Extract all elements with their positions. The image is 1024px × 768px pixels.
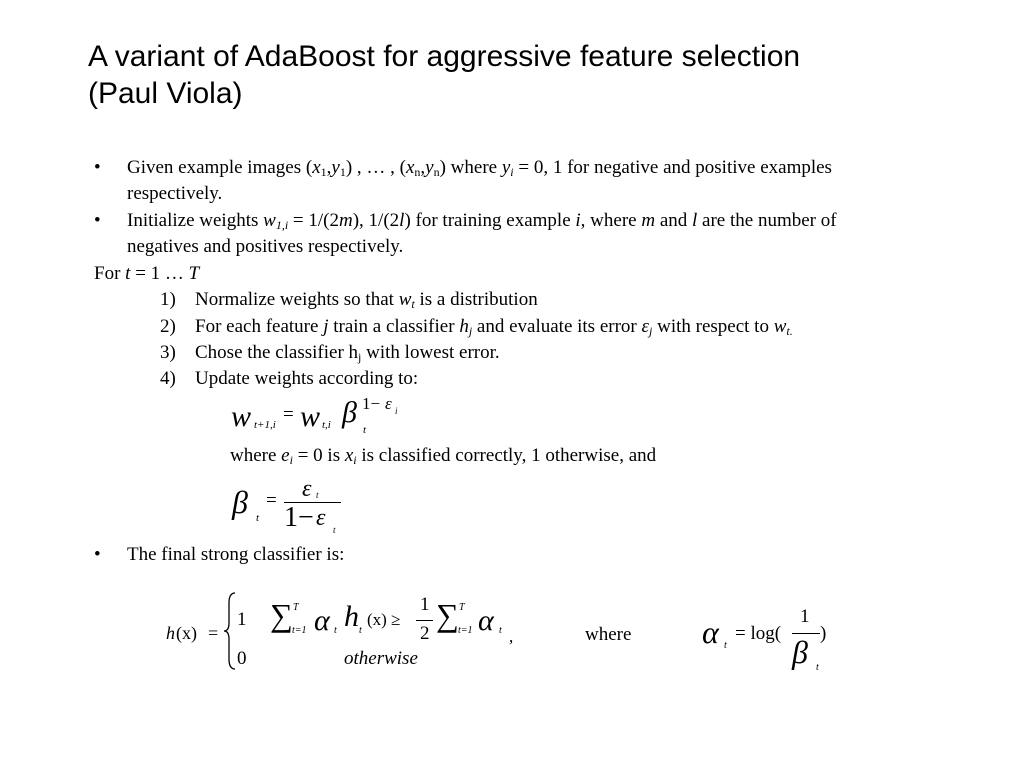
bullet-text: Given example images $(x_1,y_1)$ , … , $(x_n,y_n)$ where $y_i = 0$, 1 for negative and positive examples respectively. bbox=[127, 157, 832, 204]
beta-numerator: ε bbox=[302, 476, 312, 502]
step-text: Normalize weights so that $w_t$ is a distribution bbox=[195, 289, 538, 311]
log-beta-symbol: β bbox=[792, 634, 808, 670]
step-number: 4) bbox=[160, 368, 176, 389]
alpha-sub-2: t bbox=[499, 625, 502, 636]
step-2 bbox=[160, 314, 920, 340]
log-close-paren: ) bbox=[820, 623, 827, 644]
log-numerator: 1 bbox=[800, 606, 810, 627]
log-beta-sub: t bbox=[816, 662, 819, 673]
alpha-sub: t bbox=[334, 625, 337, 636]
h-equals: = bbox=[208, 623, 219, 643]
eq-beta: β bbox=[342, 396, 357, 429]
sum-upper-limit: T bbox=[293, 602, 299, 613]
eq-exponent-eps: ε bbox=[385, 394, 392, 413]
h-argument: (x) bbox=[176, 623, 197, 643]
half-denominator: 2 bbox=[420, 623, 430, 644]
beta-denominator: 1− bbox=[284, 502, 314, 533]
beta-numerator-sub: t bbox=[316, 490, 319, 500]
eq-rhs-sub: t,i bbox=[322, 419, 331, 431]
beta-sub: t bbox=[256, 512, 260, 524]
step-number: 3) bbox=[160, 342, 176, 363]
beta-denominator-sub: t bbox=[333, 525, 336, 535]
where-word: where bbox=[585, 624, 632, 645]
step-number: 2) bbox=[160, 316, 176, 337]
sum-upper-limit-2: T bbox=[459, 602, 465, 613]
eq-lhs-sub: t+1,i bbox=[254, 419, 276, 431]
bullet-marker: • bbox=[94, 544, 101, 565]
weak-classifier-sub: t bbox=[359, 625, 362, 636]
where-condition-line: where $e_i = 0$ is $x_i$ is classified correctly, 1 otherwise, and bbox=[230, 445, 657, 467]
for-loop-line: For t = 1 … T bbox=[94, 263, 200, 284]
eq-beta-sub: t bbox=[363, 424, 367, 436]
eq-lhs-w: w bbox=[231, 400, 252, 433]
bullet-marker: • bbox=[94, 157, 101, 178]
weak-classifier-h: h bbox=[344, 600, 359, 633]
beta-equals: = bbox=[266, 490, 277, 511]
beta-denominator-eps: ε bbox=[316, 505, 326, 531]
bullet-marker: • bbox=[94, 210, 101, 231]
title-line-1: A variant of AdaBoost for aggressive feature selection bbox=[88, 40, 801, 73]
sum-symbol-2: ∑ bbox=[436, 597, 459, 633]
alpha-symbol: α bbox=[314, 604, 330, 637]
step-number: 1) bbox=[160, 289, 176, 310]
bullet-text: The final strong classifier is: bbox=[127, 544, 345, 565]
step-3 bbox=[160, 340, 920, 366]
eq-equals: = bbox=[283, 404, 294, 425]
h-function: h bbox=[166, 623, 175, 643]
case-one-value: 1 bbox=[237, 609, 247, 630]
title-line-2: (Paul Viola) bbox=[88, 77, 243, 110]
step-1 bbox=[160, 287, 920, 313]
left-brace-icon bbox=[223, 591, 237, 671]
eq-exponent: 1− bbox=[362, 394, 381, 413]
eq-rhs-w: w bbox=[300, 400, 321, 433]
sum-lower-limit: t=1 bbox=[292, 625, 307, 636]
beta-symbol: β bbox=[232, 484, 248, 520]
weak-classifier-arg: (x) ≥ bbox=[367, 610, 401, 629]
trailing-comma: , bbox=[509, 627, 514, 646]
log-expression: = log( bbox=[735, 623, 782, 644]
case-zero-value: 0 bbox=[237, 648, 247, 669]
bullet-initialize-weights bbox=[94, 208, 894, 260]
step-text: Update weights according to: bbox=[195, 368, 419, 389]
alpha-t-sub: t bbox=[724, 640, 727, 651]
half-numerator: 1 bbox=[420, 594, 430, 615]
slide-title bbox=[88, 38, 988, 112]
alpha-t-symbol: α bbox=[702, 614, 719, 650]
sum-lower-limit-2: t=1 bbox=[458, 625, 473, 636]
bullet-text: Initialize weights $w_{1,i} = 1/(2m)$, 1/(2l) for training example i, where m and l are the number of negatives and positives respectively. bbox=[127, 210, 837, 257]
step-text: Chose the classifier $h_j$ with lowest error. bbox=[195, 342, 500, 364]
step-text: For each feature j train a classifier $h_j$ and evaluate its error $\varepsilon_j$ with respect to $w_{t.}$ bbox=[195, 316, 793, 338]
alpha-symbol-2: α bbox=[478, 604, 494, 637]
sum-symbol: ∑ bbox=[270, 597, 293, 633]
bullet-final-classifier bbox=[94, 542, 894, 568]
step-4 bbox=[160, 366, 920, 392]
eq-exponent-sub: i bbox=[395, 406, 398, 416]
half-fraction-bar bbox=[416, 620, 433, 621]
bullet-given-examples bbox=[94, 155, 894, 207]
otherwise-label: otherwise bbox=[344, 648, 418, 669]
